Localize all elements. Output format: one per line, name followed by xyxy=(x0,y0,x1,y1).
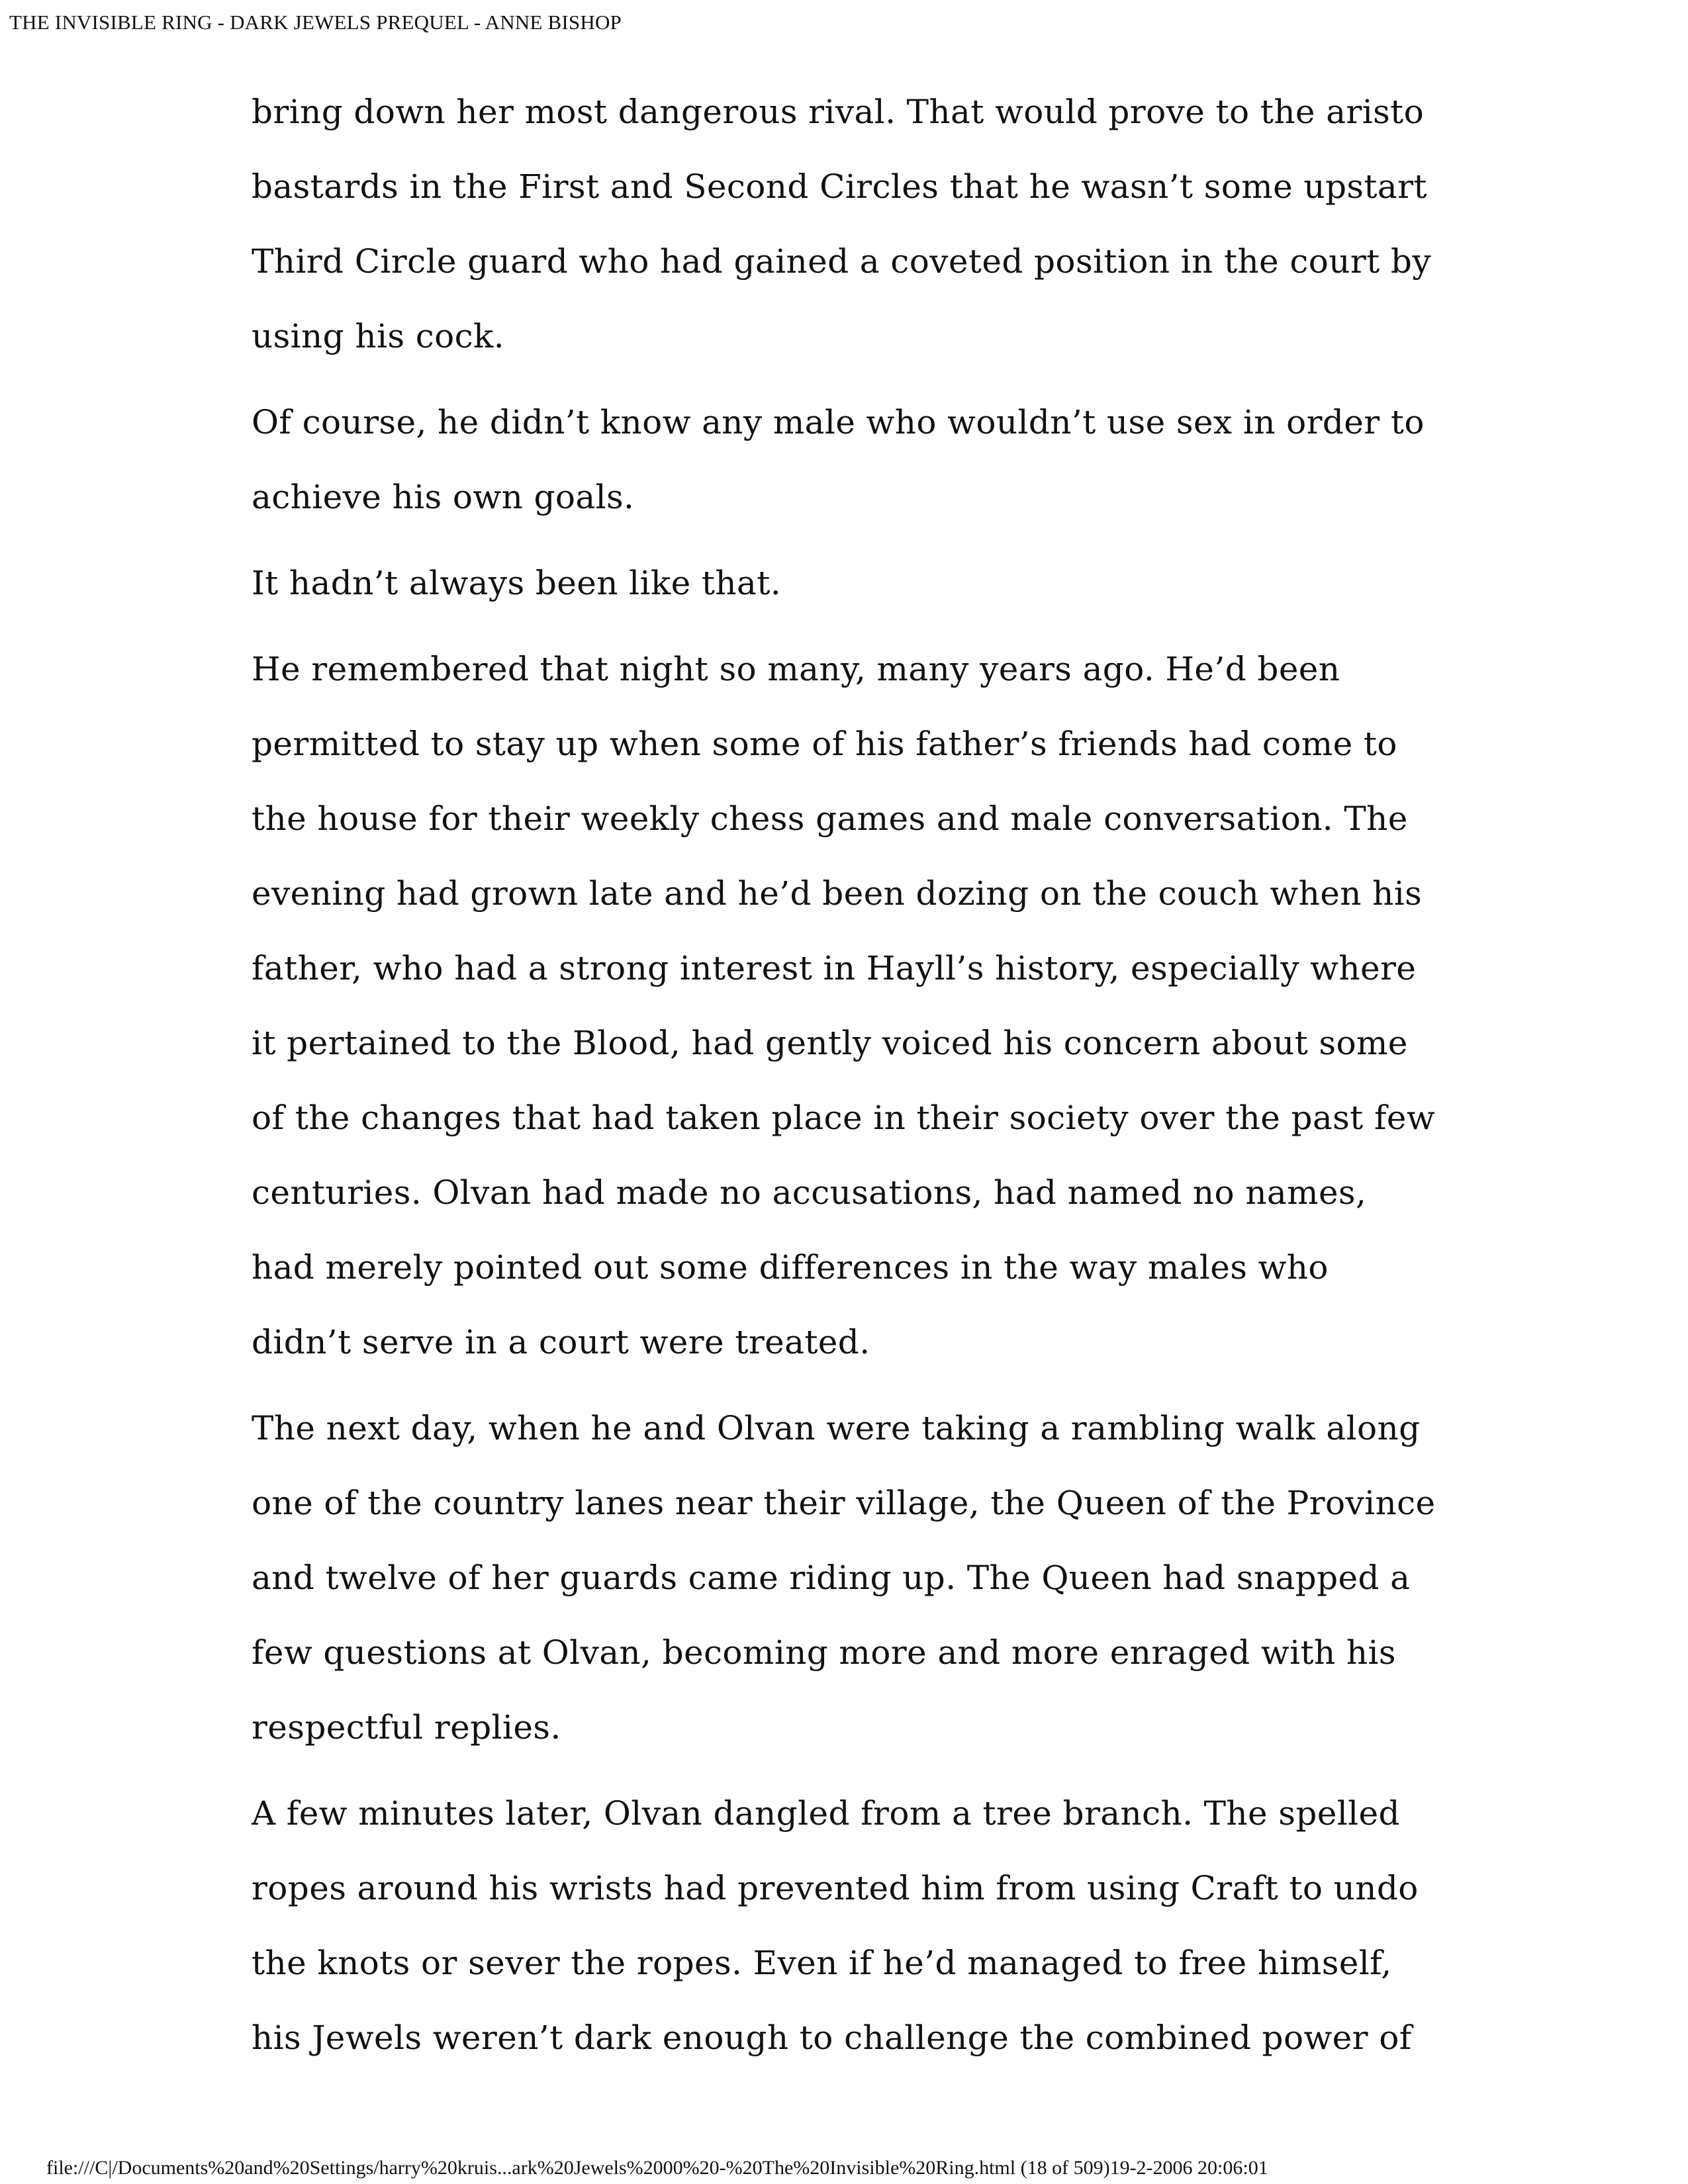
text-line: Third Circle guard who had gained a coveted position in the court by xyxy=(252,242,1431,281)
text-line: had merely pointed out some differences in the way males who xyxy=(252,1248,1329,1287)
text-line: achieve his own goals. xyxy=(252,478,635,516)
text-line: his Jewels weren’t dark enough to challenge the combined power of xyxy=(252,2019,1412,2057)
text-line: one of the country lanes near their village, the Queen of the Province xyxy=(252,1484,1436,1522)
text-line: using his cock. xyxy=(252,317,505,355)
text-line: The next day, when he and Olvan were taking a rambling walk along xyxy=(252,1409,1421,1447)
text-line: bastards in the First and Second Circles that he wasn’t some upstart xyxy=(252,167,1427,206)
paragraph xyxy=(252,546,1483,621)
text-line: few questions at Olvan, becoming more and more enraged with his xyxy=(252,1633,1396,1672)
text-line: evening had grown late and he’d been dozing on the couch when his xyxy=(252,874,1423,913)
paragraph xyxy=(252,632,1483,1380)
text-line: He remembered that night so many, many years ago. He’d been xyxy=(252,650,1340,688)
text-line: Of course, he didn’t know any male who wouldn’t use sex in order to xyxy=(252,403,1425,441)
text-line: permitted to stay up when some of his father’s friends had come to xyxy=(252,725,1397,763)
body-text xyxy=(252,75,1483,2087)
text-line: it pertained to the Blood, had gently voiced his concern about some xyxy=(252,1024,1408,1062)
text-line: of the changes that had taken place in their society over the past few xyxy=(252,1099,1436,1137)
text-line: the house for their weekly chess games and male conversation. The xyxy=(252,799,1408,838)
text-line: respectful replies. xyxy=(252,1708,561,1747)
text-line: ropes around his wrists had prevented him from using Craft to undo xyxy=(252,1869,1419,1907)
text-line: It hadn’t always been like that. xyxy=(252,564,781,602)
text-line: the knots or sever the ropes. Even if he’d managed to free himself, xyxy=(252,1944,1392,1982)
text-line: bring down her most dangerous rival. That would prove to the aristo xyxy=(252,93,1425,131)
paragraph xyxy=(252,1391,1483,1765)
text-line: A few minutes later, Olvan dangled from a tree branch. The spelled xyxy=(252,1794,1400,1833)
paragraph xyxy=(252,75,1483,374)
text-line: centuries. Olvan had made no accusations, had named no names, xyxy=(252,1173,1367,1212)
page-header: THE INVISIBLE RING - DARK JEWELS PREQUEL - ANNE BISHOP xyxy=(9,11,622,34)
text-line: didn’t serve in a court were treated. xyxy=(252,1323,870,1361)
paragraph xyxy=(252,1776,1483,2075)
text-line: father, who had a strong interest in Hayll’s history, especially where xyxy=(252,949,1417,987)
text-line: and twelve of her guards came riding up. The Queen had snapped a xyxy=(252,1559,1411,1597)
paragraph xyxy=(252,385,1483,535)
page-footer: file:///C|/Documents%20and%20Settings/harry%20kruis...ark%20Jewels%2000%20-%20The%20Invisible%20Ring.html (18 of 509)19-2-2006 20:06:01 xyxy=(46,2157,1268,2179)
